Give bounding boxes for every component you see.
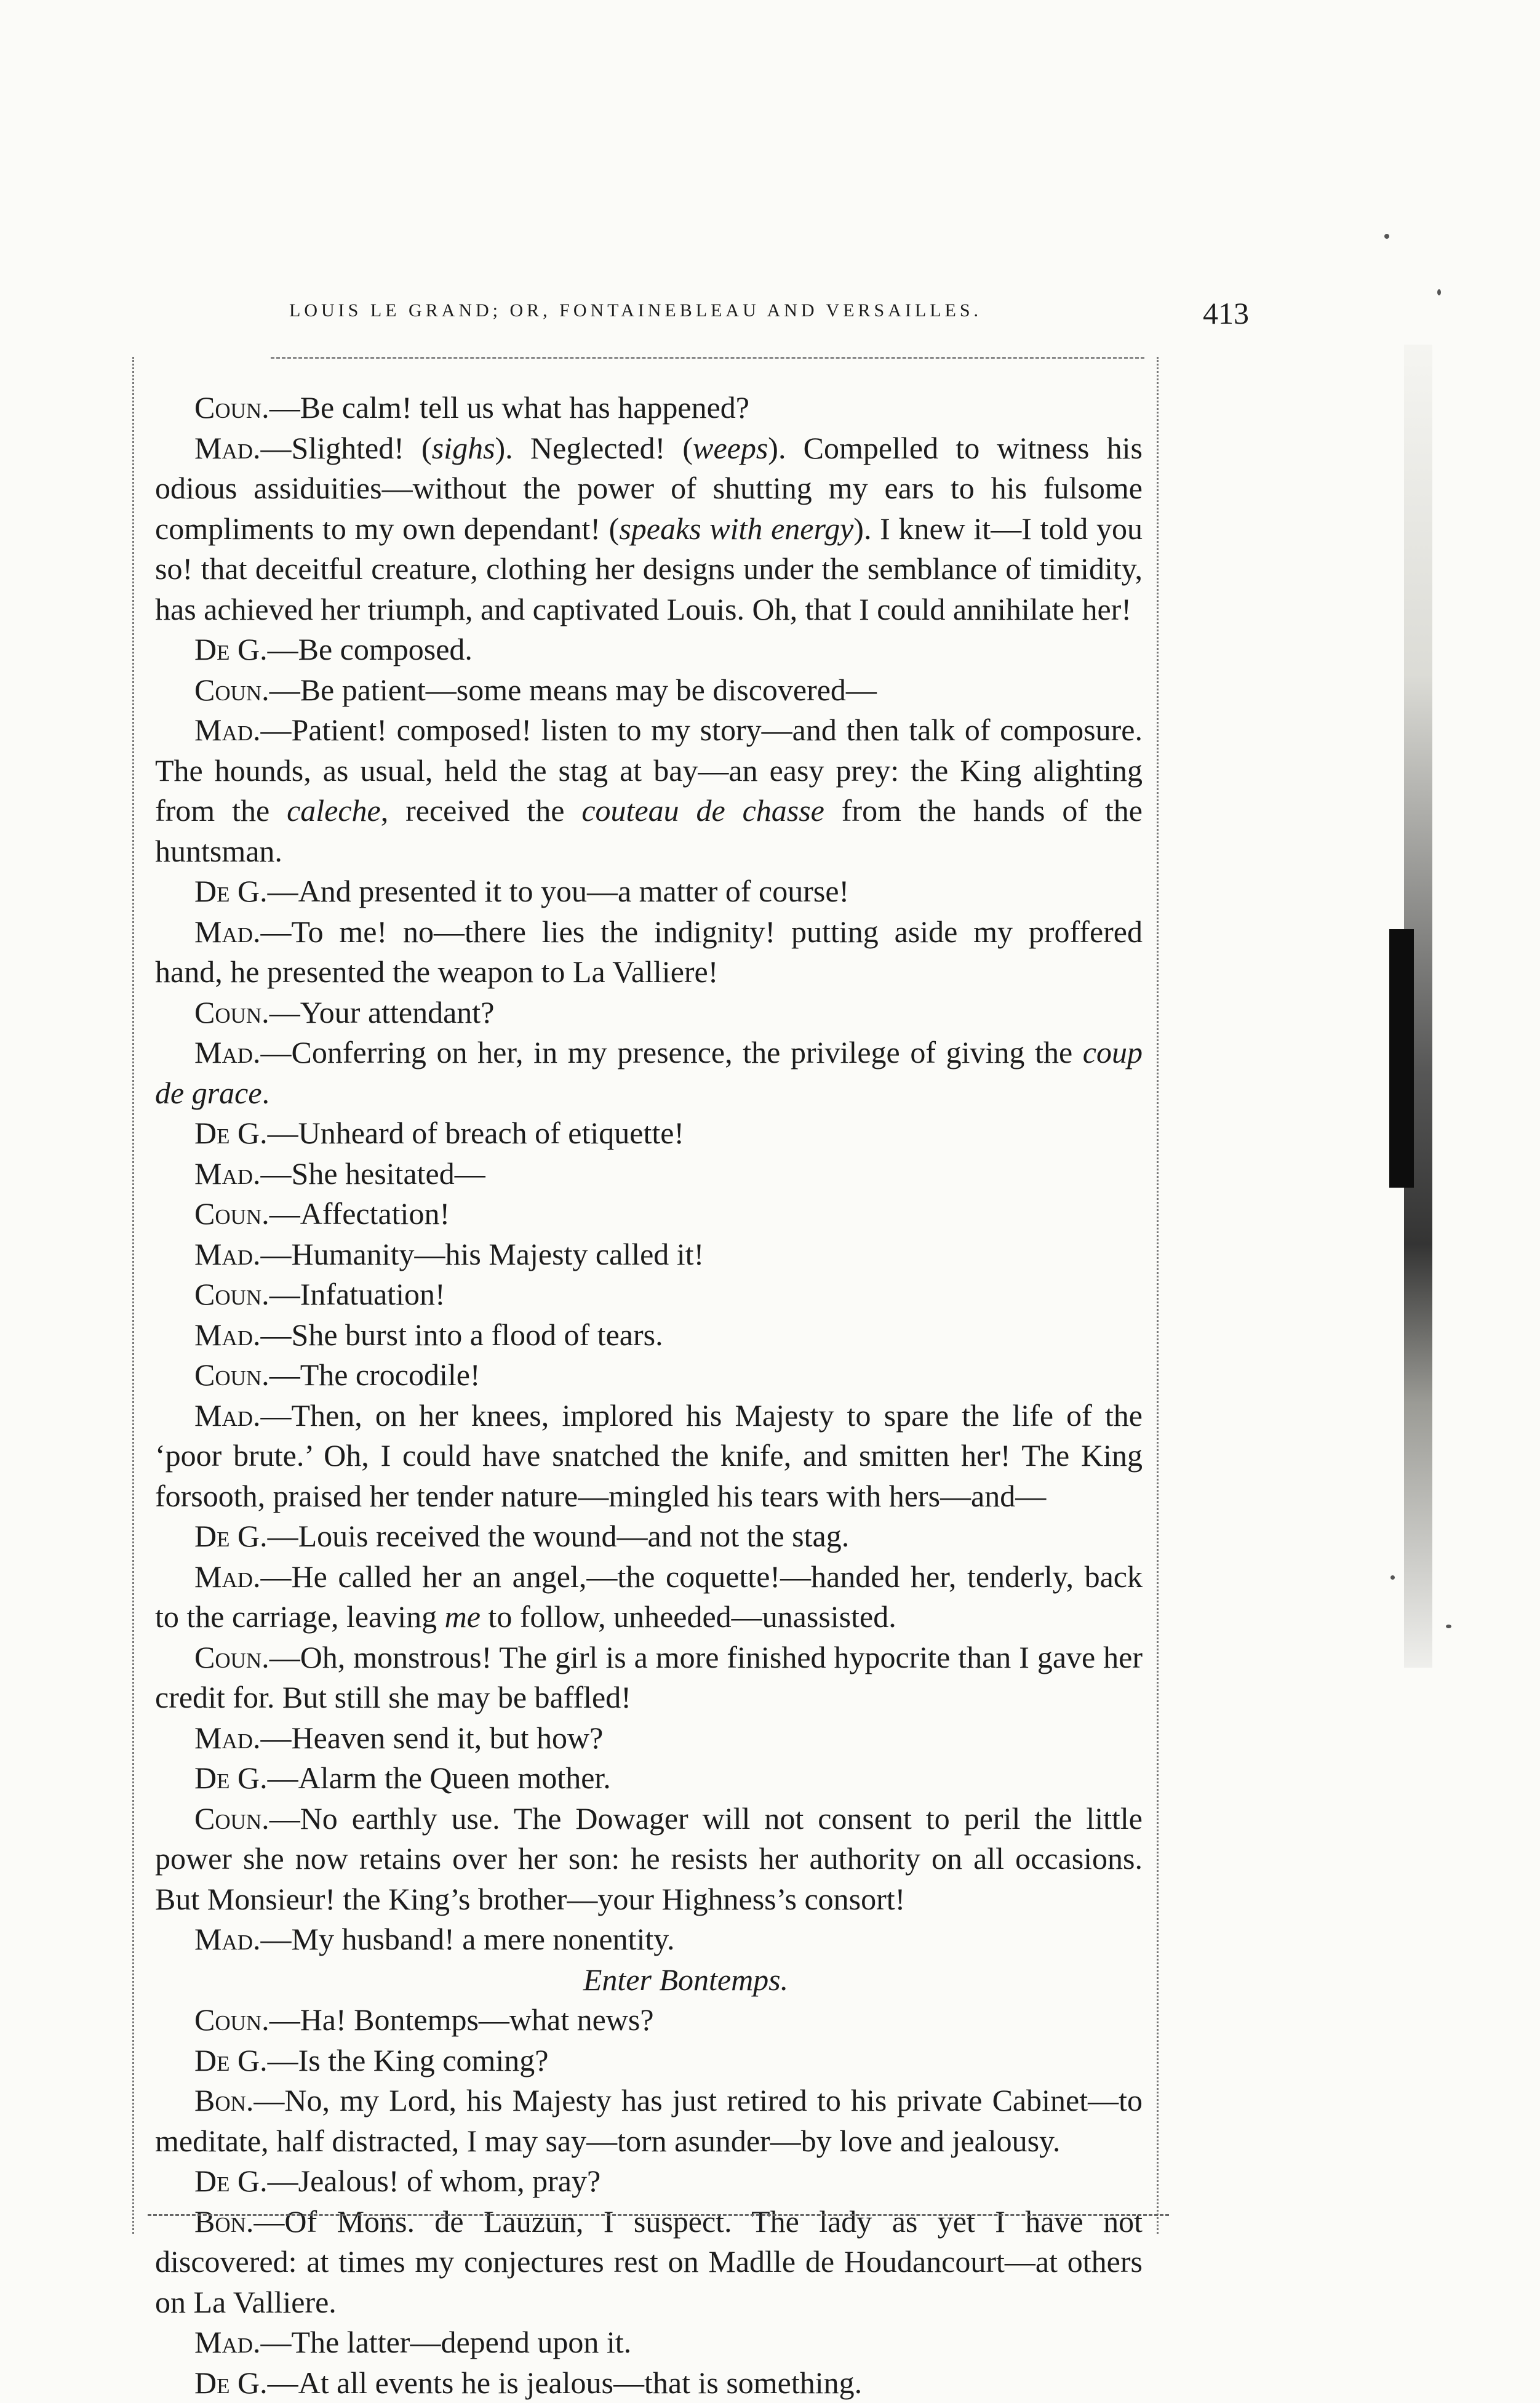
italic-text: couteau de chasse <box>581 793 824 828</box>
dialogue-line <box>155 2041 1143 2081</box>
right-frame-rule <box>1157 357 1159 2234</box>
speaker-name: Coun. <box>194 673 269 707</box>
speaker-name: De G. <box>194 874 268 908</box>
italic-text: weeps <box>693 431 768 465</box>
bottom-rule <box>148 2214 1169 2216</box>
speaker-name: Mad. <box>194 1398 261 1433</box>
speaker-name: Coun. <box>194 1277 269 1311</box>
dialogue-line <box>155 2161 1143 2202</box>
dialogue-text-run: —My husband! a mere nonentity. <box>261 1922 675 1956</box>
dialogue-line <box>155 1113 1143 1154</box>
dialogue-text-run: ). Compelled to witness his odious assiduities—without the power of shutting my ears to his fulsome compliments to my own dependant! ( <box>155 431 1143 546</box>
speaker-name: Coun. <box>194 1357 269 1392</box>
scan-edge-strip <box>1378 160 1464 1698</box>
stage-direction-text: Enter Bontemps. <box>583 1962 788 1997</box>
stage-direction <box>155 1960 1143 2001</box>
dialogue-line <box>155 1799 1143 1920</box>
speaker-name: Mad. <box>194 1559 261 1594</box>
dialogue-text-run: —The latter—depend upon it. <box>261 2325 632 2359</box>
dialogue-text-run: ). I knew it—I told you so! that deceitful creature, clothing her designs under the semblance of timidity, has achieved her triumph, and captivated Louis. Oh, that I could annihilate her! <box>155 511 1143 626</box>
dialogue-text-run: —Unheard of breach of etiquette! <box>268 1116 684 1150</box>
dialogue-line <box>155 1033 1143 1113</box>
dialogue-text-run: —Be patient—some means may be discovered— <box>269 673 877 707</box>
dialogue-line <box>155 1516 1143 1557</box>
dialogue-text-run: —Be calm! tell us what has happened? <box>269 390 749 425</box>
speaker-name: De G. <box>194 1116 268 1150</box>
scan-speck <box>1390 1575 1395 1580</box>
dialogue-line <box>155 1919 1143 1960</box>
speaker-name: Mad. <box>194 1237 261 1271</box>
dialogue-line <box>155 871 1143 912</box>
dialogue-line <box>155 1718 1143 1759</box>
speaker-name: De G. <box>194 632 268 666</box>
speaker-name: Mad. <box>194 1922 261 1956</box>
dialogue-line <box>155 2000 1143 2041</box>
dialogue-text-run: ). Neglected! ( <box>495 431 693 465</box>
dialogue-line <box>155 1355 1143 1396</box>
italic-text: speaks with energy <box>619 511 853 546</box>
dialogue-line <box>155 1557 1143 1637</box>
dialogue-line <box>155 2322 1143 2363</box>
dialogue-text-run: —The crocodile! <box>269 1357 481 1392</box>
speaker-name: Mad. <box>194 1156 261 1191</box>
running-title: LOUIS LE GRAND; OR, FONTAINEBLEAU AND VERSAILLES. <box>289 300 982 321</box>
dialogue-line <box>155 2081 1143 2161</box>
dialogue-text-run: —Louis received the wound—and not the stag. <box>268 1519 850 1553</box>
dialogue-text-run: —Alarm the Queen mother. <box>268 1761 611 1795</box>
dialogue-text-run: to follow, unheeded—unassisted. <box>481 1599 896 1634</box>
scan-speck <box>1384 234 1389 239</box>
dialogue-line <box>155 428 1143 630</box>
dialogue-text-run: —No, my Lord, his Majesty has just retired to his private Cabinet—to meditate, half distracted, I may say—torn asunder—by love and jealousy. <box>155 2083 1143 2158</box>
page-number: 413 <box>1203 295 1249 331</box>
dialogue-text-run: —Is the King coming? <box>268 2043 549 2077</box>
dialogue-text-run: —Patient! composed! listen to my story—and then talk of composure. The hounds, as usual, held the stag at bay—an easy prey: the King alighting from the <box>155 713 1143 828</box>
scan-speck <box>1437 289 1441 295</box>
dialogue-line <box>155 1154 1143 1194</box>
dialogue-text-run: —Conferring on her, in my presence, the privilege of giving the <box>261 1035 1083 1070</box>
speaker-name: Mad. <box>194 713 261 747</box>
scan-speck <box>1446 1625 1451 1628</box>
speaker-name: Coun. <box>194 1801 269 1836</box>
speaker-name: Mad. <box>194 1317 261 1352</box>
speaker-name: Coun. <box>194 1196 269 1231</box>
dialogue-text-run: . <box>262 1076 270 1110</box>
dialogue-text-run: —He called her an angel,—the coquette!—handed her, tenderly, back to the carriage, leaving <box>155 1559 1143 1634</box>
dialogue-text-run: —Ha! Bontemps—what news? <box>269 2002 654 2037</box>
dialogue-line <box>155 710 1143 871</box>
dialogue-text-run: —Affectation! <box>269 1196 450 1231</box>
dialogue-text-run: —Be composed. <box>268 632 473 666</box>
dialogue-line <box>155 912 1143 993</box>
dialogue-text-run: —Your attendant? <box>269 995 495 1030</box>
speaker-name: Mad. <box>194 431 261 465</box>
dialogue-text-run: —Jealous! of whom, pray? <box>268 2164 601 2198</box>
dialogue-line <box>155 1396 1143 1517</box>
dialogue-line <box>155 630 1143 670</box>
speaker-name: Coun. <box>194 1640 269 1674</box>
speaker-name: Bon. <box>194 2204 253 2239</box>
dialogue-text-run: from the hands of the huntsman. <box>155 793 1143 868</box>
dialogue-text-run: —No earthly use. The Dowager will not consent to peril the little power she now retains over her son: he resists her authority on all occasions. But Monsieur! the King’s brother—your Highness’s consort! <box>155 1801 1143 1916</box>
dialogue-line <box>155 1234 1143 1275</box>
italic-text: coup de grace <box>155 1035 1143 1110</box>
dialogue-line <box>155 2363 1143 2403</box>
speaker-name: De G. <box>194 2164 268 2198</box>
speaker-name: Coun. <box>194 995 269 1030</box>
dialogue-text-run: —Heaven send it, but how? <box>261 1721 604 1755</box>
dialogue-line <box>155 1758 1143 1799</box>
speaker-name: Coun. <box>194 390 269 425</box>
dialogue-line <box>155 2202 1143 2323</box>
header-rule <box>271 357 1144 359</box>
speaker-name: Mad. <box>194 2325 261 2359</box>
speaker-name: Mad. <box>194 914 261 949</box>
italic-text: sighs <box>432 431 495 465</box>
speaker-name: Bon. <box>194 2083 253 2117</box>
dialogue-text-run: —Humanity—his Majesty called it! <box>261 1237 704 1271</box>
speaker-name: De G. <box>194 2043 268 2077</box>
dialogue-text-run: —Slighted! ( <box>261 431 432 465</box>
speaker-name: De G. <box>194 1761 268 1795</box>
speaker-name: De G. <box>194 2365 268 2400</box>
dialogue-line <box>155 670 1143 711</box>
scan-edge-shadow <box>1389 929 1414 1188</box>
dialogue-text-run: —She burst into a flood of tears. <box>261 1317 663 1352</box>
speaker-name: Coun. <box>194 2002 269 2037</box>
dialogue-text-run: —She hesitated— <box>261 1156 485 1191</box>
dialogue-text-run: —And presented it to you—a matter of course! <box>268 874 850 908</box>
dialogue-line <box>155 993 1143 1033</box>
dialogue-text-run: —Oh, monstrous! The girl is a more finished hypocrite than I gave her credit for. But still she may be baffled! <box>155 1640 1143 1715</box>
dialogue-line <box>155 1274 1143 1315</box>
dialogue-text-run: —At all events he is jealous—that is something. <box>268 2365 863 2400</box>
dialogue-text-run: —To me! no—there lies the indignity! putting aside my proffered hand, he presented the weapon to La Valliere! <box>155 914 1143 990</box>
dialogue-line <box>155 1315 1143 1356</box>
dialogue-text-run: —Infatuation! <box>269 1277 445 1311</box>
italic-text: me <box>445 1599 481 1634</box>
dialogue-line <box>155 1194 1143 1234</box>
dialogue-text <box>155 388 1143 2403</box>
dialogue-line <box>155 388 1143 428</box>
dialogue-line <box>155 1637 1143 1718</box>
page-header <box>289 295 1249 338</box>
speaker-name: De G. <box>194 1519 268 1553</box>
speaker-name: Mad. <box>194 1721 261 1755</box>
dialogue-text-run: —Of Mons. de Lauzun, I suspect. The lady as yet I have not discovered: at times my conjectures rest on Madlle de Houdancourt—at others on La Valliere. <box>155 2204 1143 2319</box>
dialogue-text-run: , received the <box>381 793 582 828</box>
speaker-name: Mad. <box>194 1035 261 1070</box>
left-frame-rule <box>132 357 134 2234</box>
dialogue-text-run: —Then, on her knees, implored his Majesty to spare the life of the ‘poor brute.’ Oh, I could have snatched the knife, and smitten her! The King forsooth, praised her tender nature—mingled his tears with hers—and— <box>155 1398 1143 1513</box>
italic-text: caleche <box>287 793 381 828</box>
